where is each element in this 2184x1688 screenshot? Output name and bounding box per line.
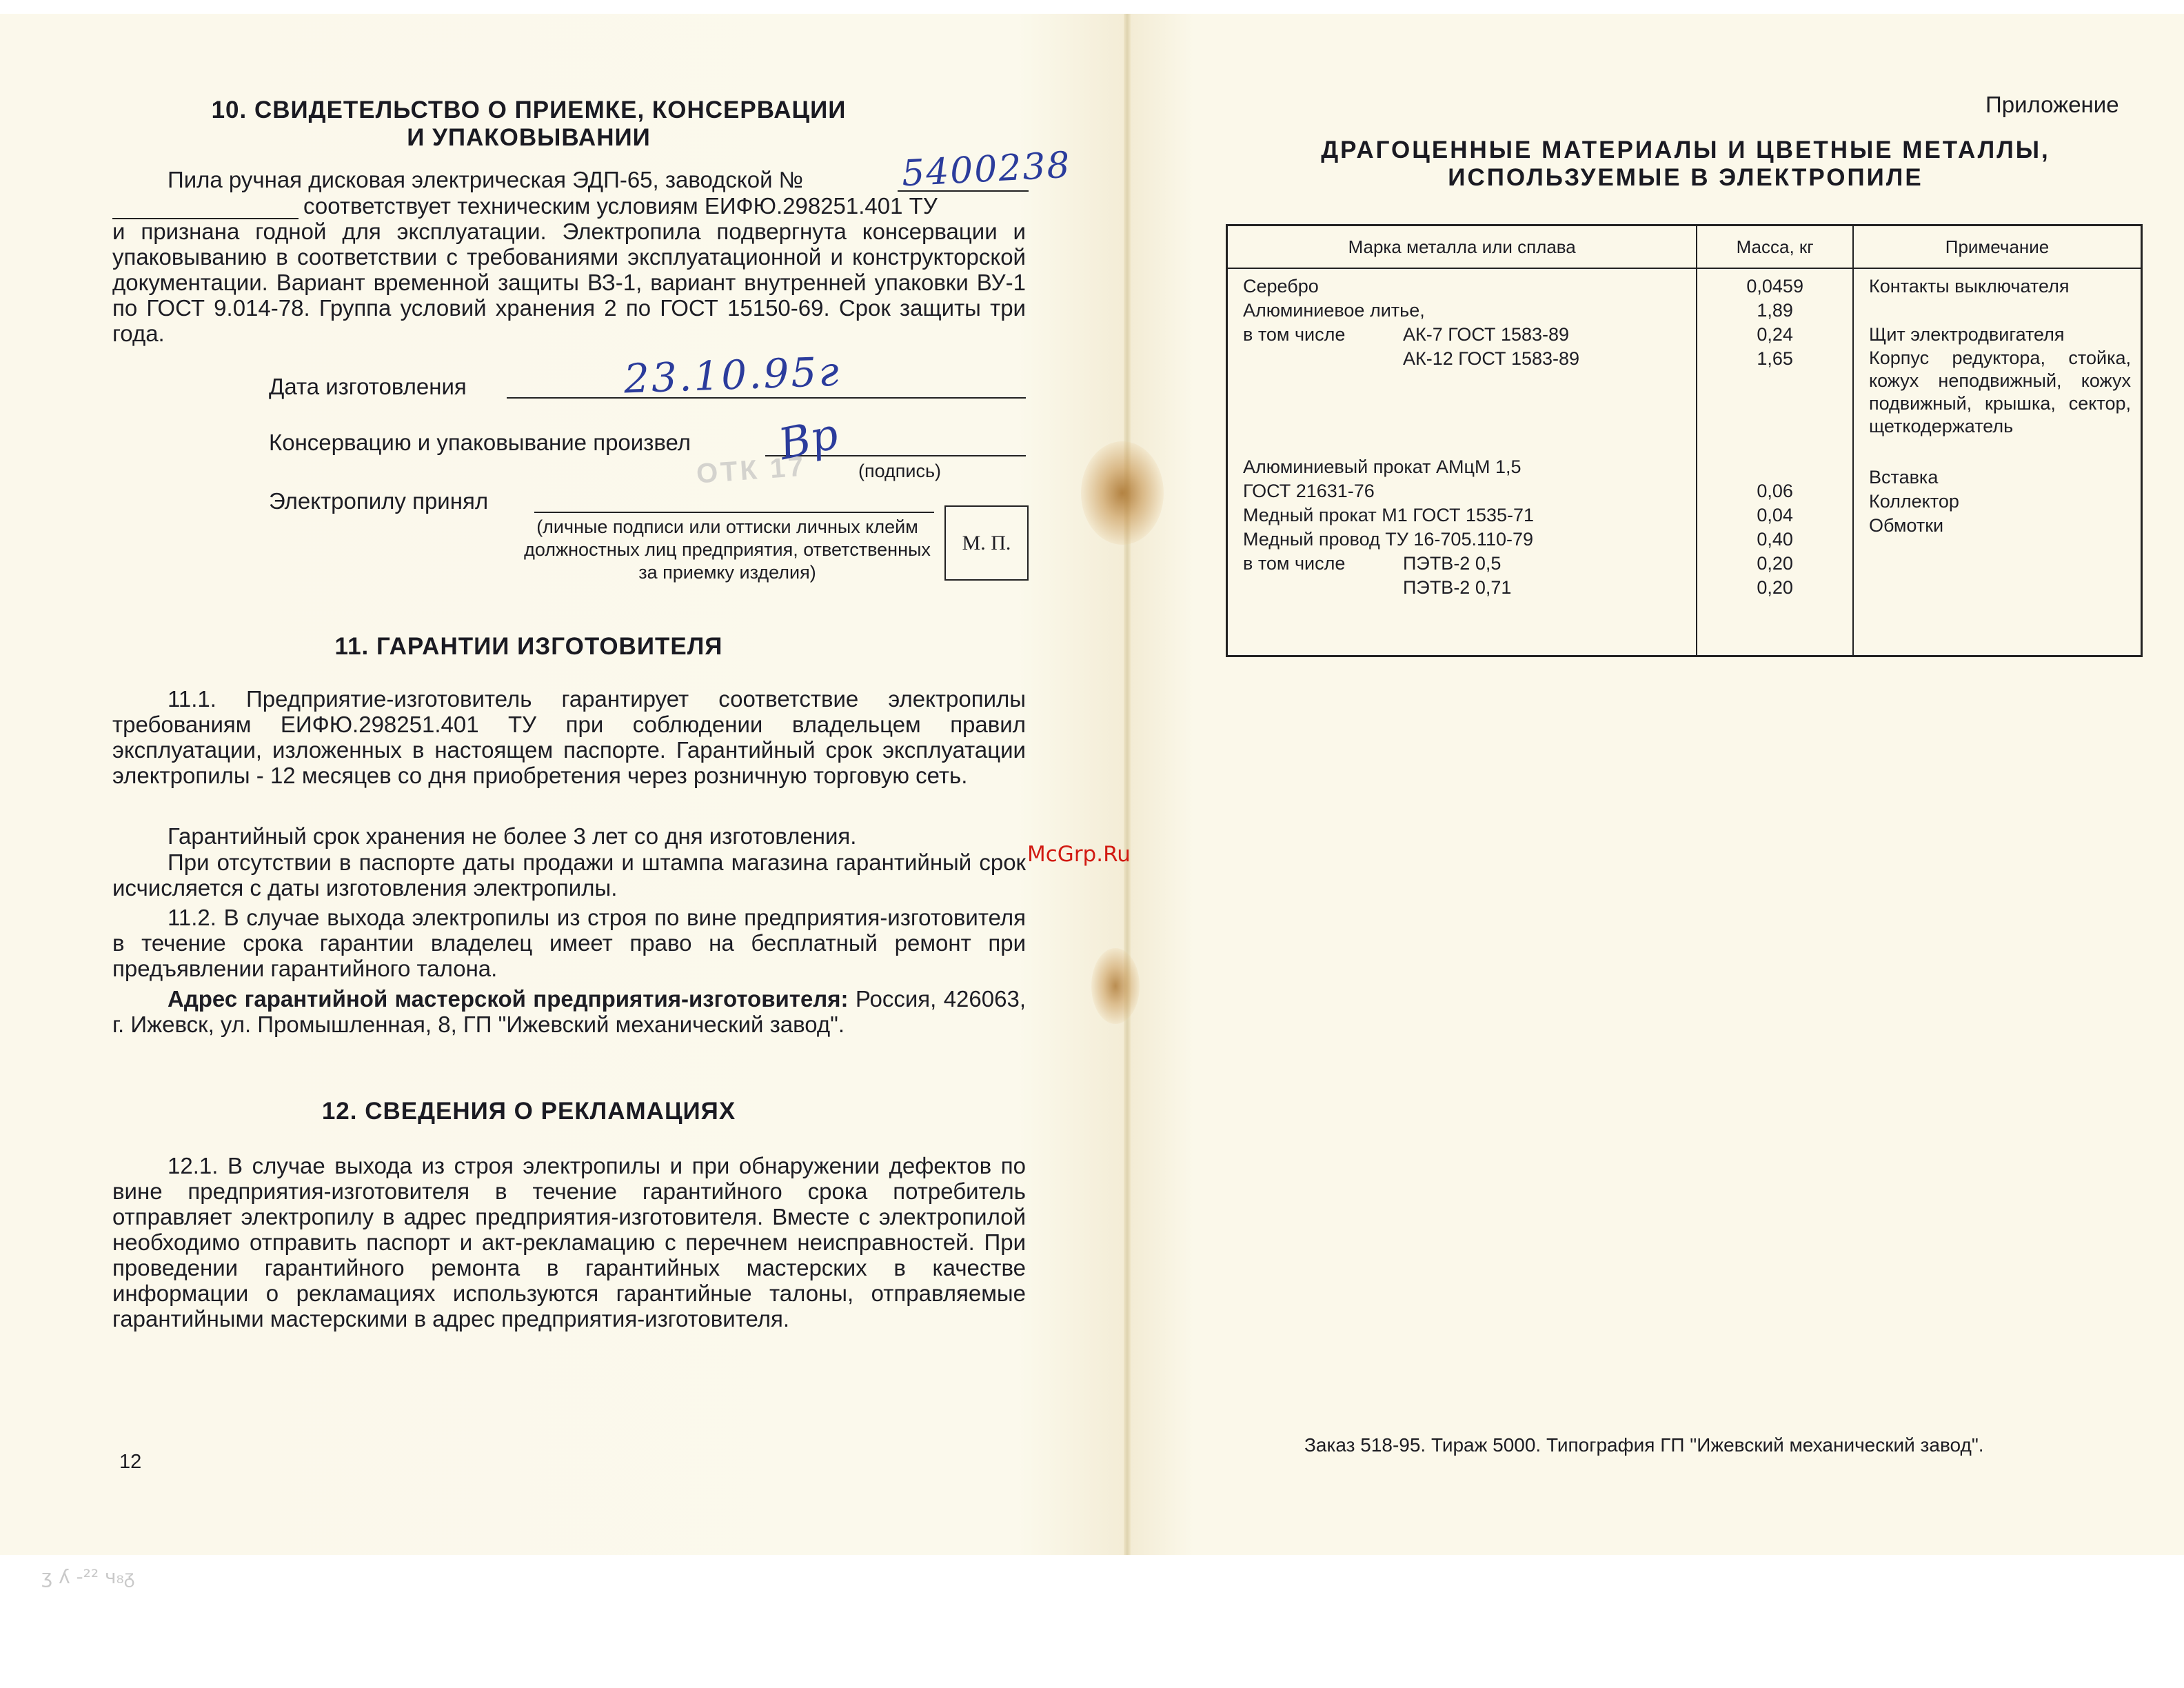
grade-ak12-row (1243, 347, 1686, 371)
otk-stamp: ОТК 17 (695, 451, 807, 490)
including-label-1: в том числе (1243, 324, 1346, 345)
mass-ak12: 1,65 (1757, 348, 1793, 369)
note-ak7: Щит электродвигателя (1869, 324, 2065, 345)
note-ak12: Корпус редуктора, стойка, кожух неподвижный, кожух подвижный, крышка, сектор, щеткодержатель (1869, 348, 2131, 436)
grade-amcm: Алюминиевый прокат АМцМ 1,5 (1243, 456, 1521, 477)
passport-spread (0, 14, 2184, 1555)
grade-gost-21631: ГОСТ 21631-76 (1243, 481, 1375, 501)
print-footer: Заказ 518-95. Тираж 5000. Типография ГП "Ижевский механический завод". (1304, 1434, 1984, 1456)
mass-copper-roll: 0,04 (1757, 505, 1793, 525)
address-text: Россия, 426063, г. Ижевск, ул. Промышленная, 8, ГП "Ижевский механический завод". (112, 986, 1026, 1037)
scan-scribble: ʒ ʎ -²² ч₈ᵹ (41, 1565, 135, 1588)
s11-p1: 11.1. Предприятие-изготовитель гарантирует соответствие электропилы требованиям ЕИФЮ.298251.401 ТУ при соблюдении владельцем правил эксплуатации, изложенных в настоящем паспорте. Гарантийный срок эксплуатации электропилы - 12 месяцев со дня приобретения через розничную торговую сеть. (112, 686, 1026, 788)
scan-bottom-margin (0, 1555, 2184, 1688)
grade-petv-071: ПЭТВ-2 0,71 (1403, 577, 1512, 598)
col-note (1853, 268, 2142, 656)
table-body-row (1227, 268, 2142, 656)
grade-ak7: АК-7 ГОСТ 1583-89 (1403, 324, 1570, 345)
section-10-title-2: И УПАКОВЫВАНИИ (407, 124, 651, 151)
s10-p2: соответствует техническим условиям ЕИФЮ.298251.401 ТУ (303, 193, 938, 219)
accepted-caption: (личные подписи или оттиски личных клейм должностных лиц предприятия, ответственных за приемку изделия) (524, 516, 931, 583)
signature-handwritten: Вр (774, 408, 842, 470)
grade-copper-roll: Медный прокат М1 ГОСТ 1535-71 (1243, 505, 1535, 525)
mp-box: М. П. (944, 505, 1029, 581)
note-amcm: Вставка (1869, 467, 1939, 488)
mass-ak7: 0,24 (1757, 324, 1793, 345)
s11-p3: При отсутствии в паспорте даты продажи и штампа магазина гарантийный срок исчисляется с даты изготовления электропилы. (112, 850, 1026, 901)
book-gutter (1124, 14, 1131, 1555)
col-mass (1697, 268, 1853, 656)
mass-silver: 0,0459 (1746, 276, 1803, 297)
appendix-title-2: ИСПОЛЬЗУЕМЫЕ В ЭЛЕКТРОПИЛЕ (1448, 164, 1923, 191)
mass-petv-071: 0,20 (1757, 577, 1793, 598)
address-heading: Адрес гарантийной мастерской предприятия-изготовителя: (168, 986, 849, 1012)
s10-p1-text: Пила ручная дисковая электрическая ЭДП-65, заводской № (168, 167, 804, 192)
note-silver: Контакты выключателя (1869, 276, 2070, 297)
note-copper-wire: Обмотки (1869, 515, 1944, 536)
section-12-title: 12. СВЕДЕНИЯ О РЕКЛАМАЦИЯХ (321, 1098, 736, 1125)
section-10-title-1: 10. СВИДЕТЕЛЬСТВО О ПРИЕМКЕ, КОНСЕРВАЦИИ (211, 97, 847, 123)
header-note: Примечание (1853, 225, 2142, 269)
accepted-line (534, 512, 934, 513)
s10-p1 (168, 167, 898, 192)
grade-ak7-row (1243, 323, 1686, 347)
serial-underline (898, 190, 1029, 192)
signature-caption: (подпись) (858, 461, 942, 481)
date-handwritten: 23.10.95г (623, 348, 842, 403)
s12-p1: 12.1. В случае выхода из строя электропилы и при обнаружении дефектов по вине предприятия-изготовителя в течение гарантийного срока потребитель отправляет электропилу в адрес предприятия-изготовителя. Вместе с электропилой необходимо отправить паспорт и акт-рекламацию с перечнем неисправностей. При проведении гарантийного ремонта в гарантийных мастерских в качестве информации о рекламациях используются гарантийные талоны, отправляемые гарантийными мастерскими в адрес предприятия-изготовителя. (112, 1153, 1026, 1332)
stain-top (1081, 441, 1164, 545)
grade-silver: Серебро (1243, 276, 1319, 297)
grade-petv-071-row (1243, 576, 1686, 600)
s11-p2: Гарантийный срок хранения не более 3 лет со дня изготовления. (168, 823, 857, 849)
grade-copper-wire: Медный провод ТУ 16-705.110-79 (1243, 529, 1534, 550)
grade-ak12: АК-12 ГОСТ 1583-89 (1403, 348, 1580, 369)
table-header-row (1227, 225, 2142, 269)
grade-petv-05: ПЭТВ-2 0,5 (1403, 553, 1502, 574)
grade-al-cast: Алюминиевое литье, (1243, 300, 1425, 321)
mass-copper-wire: 0,40 (1757, 529, 1793, 550)
mass-amcm: 0,06 (1757, 481, 1793, 501)
including-label-2: в том числе (1243, 553, 1346, 574)
appendix-label: Приложение (1985, 92, 2119, 117)
s11-p4: 11.2. В случае выхода электропилы из строя по вине предприятия-изготовителя в течение срока гарантии владелец имеет право на бесплатный ремонт при предъявлении гарантийного талона. (112, 905, 1026, 981)
mass-al-cast: 1,89 (1757, 300, 1793, 321)
section-11-title: 11. ГАРАНТИИ ИЗГОТОВИТЕЛЯ (334, 633, 723, 660)
stain-mid (1091, 948, 1140, 1024)
s11-address (112, 986, 1026, 1037)
materials-table (1226, 224, 2143, 657)
conserv-label: Консервацию и упаковывание произвел (269, 430, 691, 455)
header-mass: Масса, кг (1697, 225, 1853, 269)
grade-petv-05-row (1243, 552, 1686, 576)
page-number: 12 (119, 1451, 142, 1473)
note-copper-roll: Коллектор (1869, 491, 1959, 512)
watermark-text: McGrp.Ru (1027, 842, 1131, 867)
col-grade (1227, 268, 1697, 656)
date-label: Дата изготовления (269, 374, 467, 399)
accepted-label: Электропилу принял (269, 488, 489, 514)
appendix-title-1: ДРАГОЦЕННЫЕ МАТЕРИАЛЫ И ЦВЕТНЫЕ МЕТАЛЛЫ, (1321, 137, 2050, 163)
header-grade: Марка металла или сплава (1227, 225, 1697, 269)
mass-petv-05: 0,20 (1757, 553, 1793, 574)
s10-p3: и признана годной для эксплуатации. Электропила подвергнута консервации и упаковыванию в соответствии с требованиями эксплуатационной и конструкторской документации. Вариант временной защиты ВЗ-1, вариант внутренней упаковки ВУ-1 по ГОСТ 9.014-78. Группа условий хранения 2 по ГОСТ 15150-69. Срок защиты три года. (112, 219, 1026, 346)
serial-number-handwritten: 5400238 (900, 144, 1072, 195)
